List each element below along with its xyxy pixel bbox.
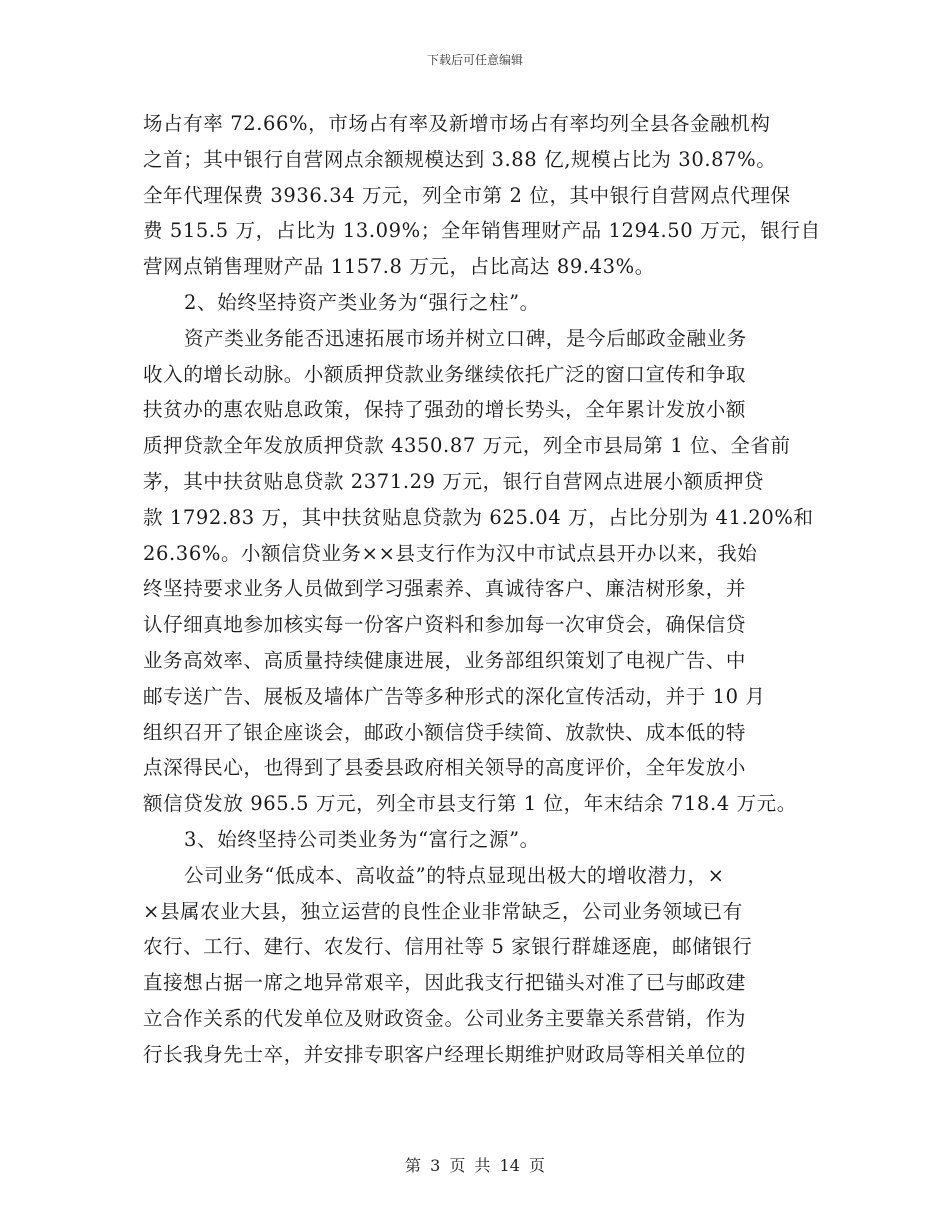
text-line: 场占有率 72.66%，市场占有率及新增市场占有率均列全县各金融机构 <box>143 112 771 135</box>
text-line: 行长我身先士卒，并安排专职客户经理长期维护财政局等相关单位的 <box>143 1042 747 1066</box>
text-line: 认仔细真地参加核实每一份客户资料和参加每一次审贷会，确保信贷 <box>143 613 747 637</box>
text-line: 全年代理保费 3936.34 万元，列全市第 2 位，其中银行自营网点代理保 <box>143 183 791 207</box>
text-line: 业务高效率、高质量持续健康进展，业务部组织策划了电视广告、中 <box>143 648 747 672</box>
text-line: 3、始终坚持公司类业务为“富行之源”。 <box>184 827 540 851</box>
text-line: 公司业务“低成本、高收益”的特点显现出极大的增收潜力，× <box>184 863 725 887</box>
text-line: 直接想占据一席之地异常艰辛，因此我支行把锚头对准了已与邮政建 <box>143 971 747 995</box>
page-header-note: 下载后可任意编辑 <box>426 53 523 67</box>
text-line: 组织召开了银企座谈会，邮政小额信贷手续简、放款快、成本低的特 <box>143 720 747 744</box>
text-line: ×县属农业大县，独立运营的良性企业非常缺乏，公司业务领域已有 <box>143 899 743 923</box>
text-line: 费 515.5 万，占比为 13.09%；全年销售理财产品 1294.50 万元，银行自 <box>143 219 821 243</box>
text-line: 扶贫办的惠农贴息政策，保持了强劲的增长势头，全年累计发放小额 <box>143 398 747 422</box>
text-line: 终坚持要求业务人员做到学习强素养、真诚待客户、廉洁树形象，并 <box>143 577 747 601</box>
text-line: 营网点销售理财产品 1157.8 万元，占比高达 89.43%。 <box>143 255 655 279</box>
text-line: 收入的增长动脉。小额质押贷款业务继续依托广泛的窗口宣传和争取 <box>143 362 747 386</box>
text-line: 邮专送广告、展板及墙体广告等多种形式的深化宣传活动，并于 10 月 <box>143 684 766 708</box>
text-line: 茅，其中扶贫贴息贷款 2371.29 万元，银行自营网点进展小额质押贷 <box>143 469 765 493</box>
text-line: 2、始终坚持资产类业务为“强行之柱”。 <box>184 290 540 314</box>
document-body <box>143 106 821 1073</box>
page-number-footer: 第 3 页 共 14 页 <box>405 1156 545 1175</box>
text-line: 点深得民心，也得到了县委县政府相关领导的高度评价，全年发放小 <box>143 756 747 780</box>
text-line: 26.36%。小额信贷业务××县支行作为汉中市试点县开办以来，我始 <box>143 541 758 565</box>
text-line: 农行、工行、建行、农发行、信用社等 5 家银行群雄逐鹿，邮储银行 <box>143 935 753 959</box>
text-line: 立合作关系的代发单位及财政资金。公司业务主要靠关系营销，作为 <box>143 1006 747 1030</box>
text-line: 质押贷款全年发放质押贷款 4350.87 万元，列全市县局第 1 位、全省前 <box>143 434 791 458</box>
text-line: 之首；其中银行自营网点余额规模达到 3.88 亿,规模占比为 30.87%。 <box>143 147 777 171</box>
text-line: 资产类业务能否迅速拓展市场并树立口碑，是今后邮政金融业务 <box>184 326 747 350</box>
text-line: 额信贷发放 965.5 万元，列全市县支行第 1 位，年末结余 718.4 万元。 <box>143 792 797 816</box>
text-line: 款 1792.83 万，其中扶贫贴息贷款为 625.04 万，占比分别为 41.20%和 <box>143 505 814 529</box>
